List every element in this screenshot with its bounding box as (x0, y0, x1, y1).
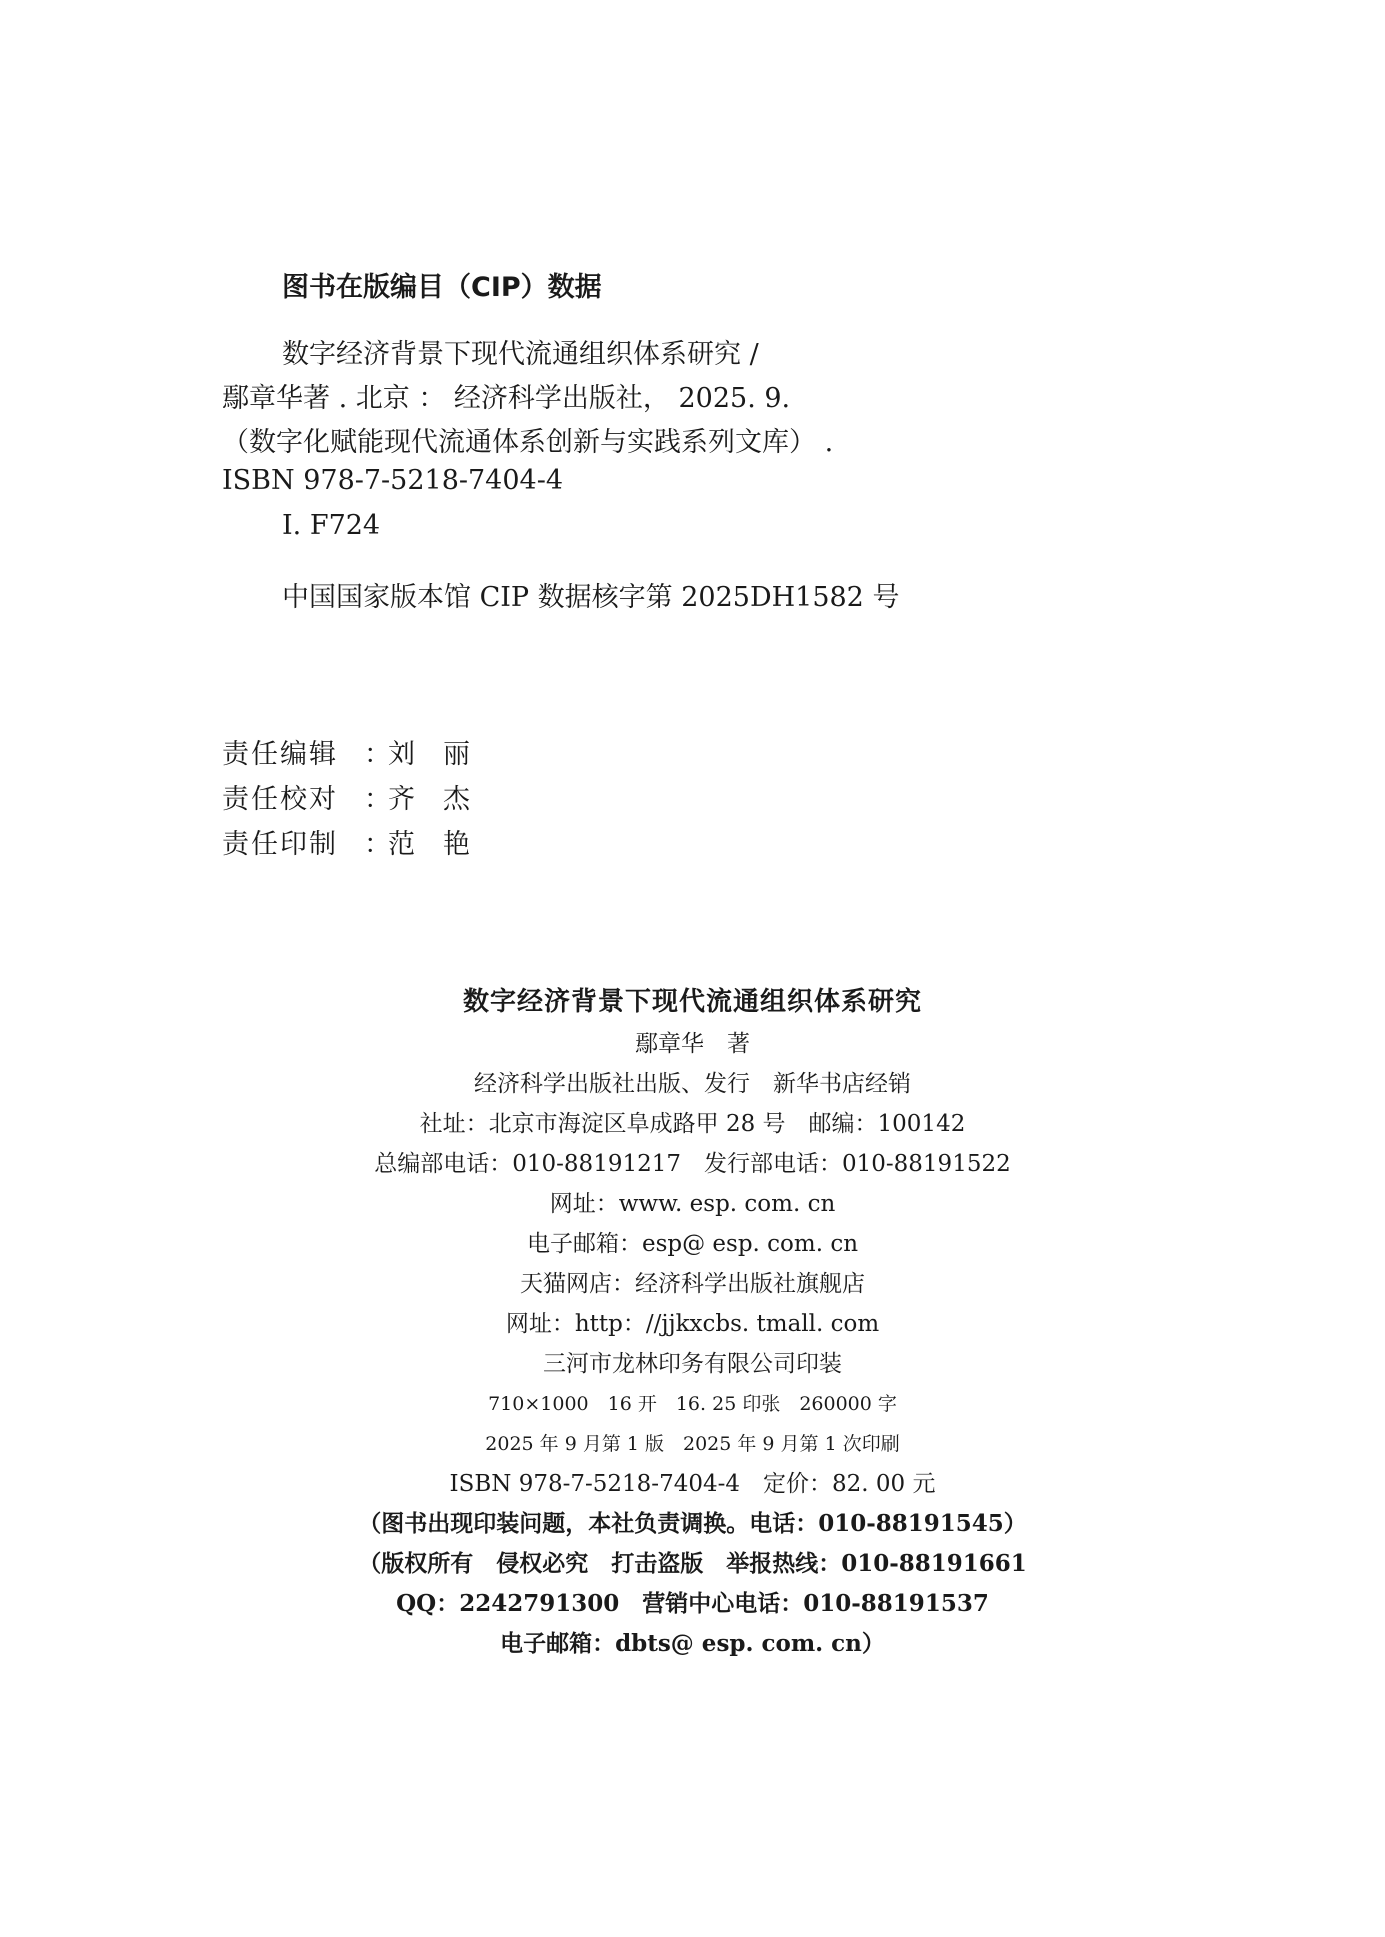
cip-line-publisher: 鄢章华著 . 北京 ： 经济科学出版社， 2025. 9. (222, 383, 791, 414)
cip-line-isbn: ISBN 978-7-5218-7404-4 (222, 465, 564, 496)
cip-line-classification: Ⅰ. F724 (282, 510, 381, 541)
imprint-address: 社址：北京市海淀区阜成路甲 28 号 邮编：100142 (419, 1111, 966, 1137)
imprint-edition: 2025 年 9 月第 1 版 2025 年 9 月第 1 次印刷 (485, 1433, 900, 1455)
staff-proofreader (222, 777, 498, 816)
cip-heading: 图书在版编目（CIP）数据 (282, 272, 602, 303)
staff-role: 责任编辑 (222, 739, 338, 770)
imprint-tmall-store: 天猫网店：经济科学出版社旗舰店 (520, 1271, 865, 1297)
staff-printing (222, 822, 498, 861)
imprint-block (0, 980, 1385, 1664)
imprint-isbn-price: ISBN 978-7-5218-7404-4 定价：82. 00 元 (449, 1471, 936, 1497)
imprint-publisher: 经济科学出版社出版、发行 新华书店经销 (474, 1071, 911, 1097)
staff-colon: ： (364, 739, 391, 770)
imprint-format: 710×1000 16 开 16. 25 印张 260000 字 (488, 1393, 897, 1415)
imprint-website: 网址：www. esp. com. cn (549, 1191, 836, 1217)
cip-line-title: 数字经济背景下现代流通组织体系研究 / (282, 339, 759, 370)
imprint-contact-qq: QQ：2242791300 营销中心电话：010-88191537 (396, 1590, 989, 1617)
staff-colon: ： (364, 784, 391, 815)
staff-editor (222, 732, 498, 771)
imprint-email: 电子邮箱：esp@ esp. com. cn (526, 1231, 859, 1257)
imprint-author: 鄢章华 著 (635, 1031, 750, 1057)
imprint-tmall-url: 网址：http：//jjkxcbs. tmall. com (505, 1311, 880, 1337)
imprint-copyright-notice: （版权所有 侵权必究 打击盗版 举报热线：010-88191661 (358, 1550, 1027, 1577)
imprint-printer: 三河市龙林印务有限公司印装 (543, 1351, 842, 1377)
imprint-title: 数字经济背景下现代流通组织体系研究 (462, 987, 922, 1017)
imprint-phones: 总编部电话：010-88191217 发行部电话：010-88191522 (374, 1151, 1011, 1177)
imprint-quality-notice: （图书出现印装问题，本社负责调换。电话：010-88191545） (358, 1510, 1027, 1537)
staff-name: 齐杰 (388, 784, 498, 815)
staff-colon: ： (364, 829, 391, 860)
imprint-contact-email: 电子邮箱：dbts@ esp. com. cn） (500, 1630, 885, 1657)
cip-line-record-number: 中国国家版本馆 CIP 数据核字第 2025DH1582 号 (282, 582, 900, 613)
staff-name: 刘丽 (388, 739, 498, 770)
staff-role: 责任校对 (222, 784, 338, 815)
staff-role: 责任印制 (222, 829, 338, 860)
cip-line-series: （数字化赋能现代流通体系创新与实践系列文库） . (222, 427, 834, 458)
staff-name: 范艳 (388, 829, 498, 860)
